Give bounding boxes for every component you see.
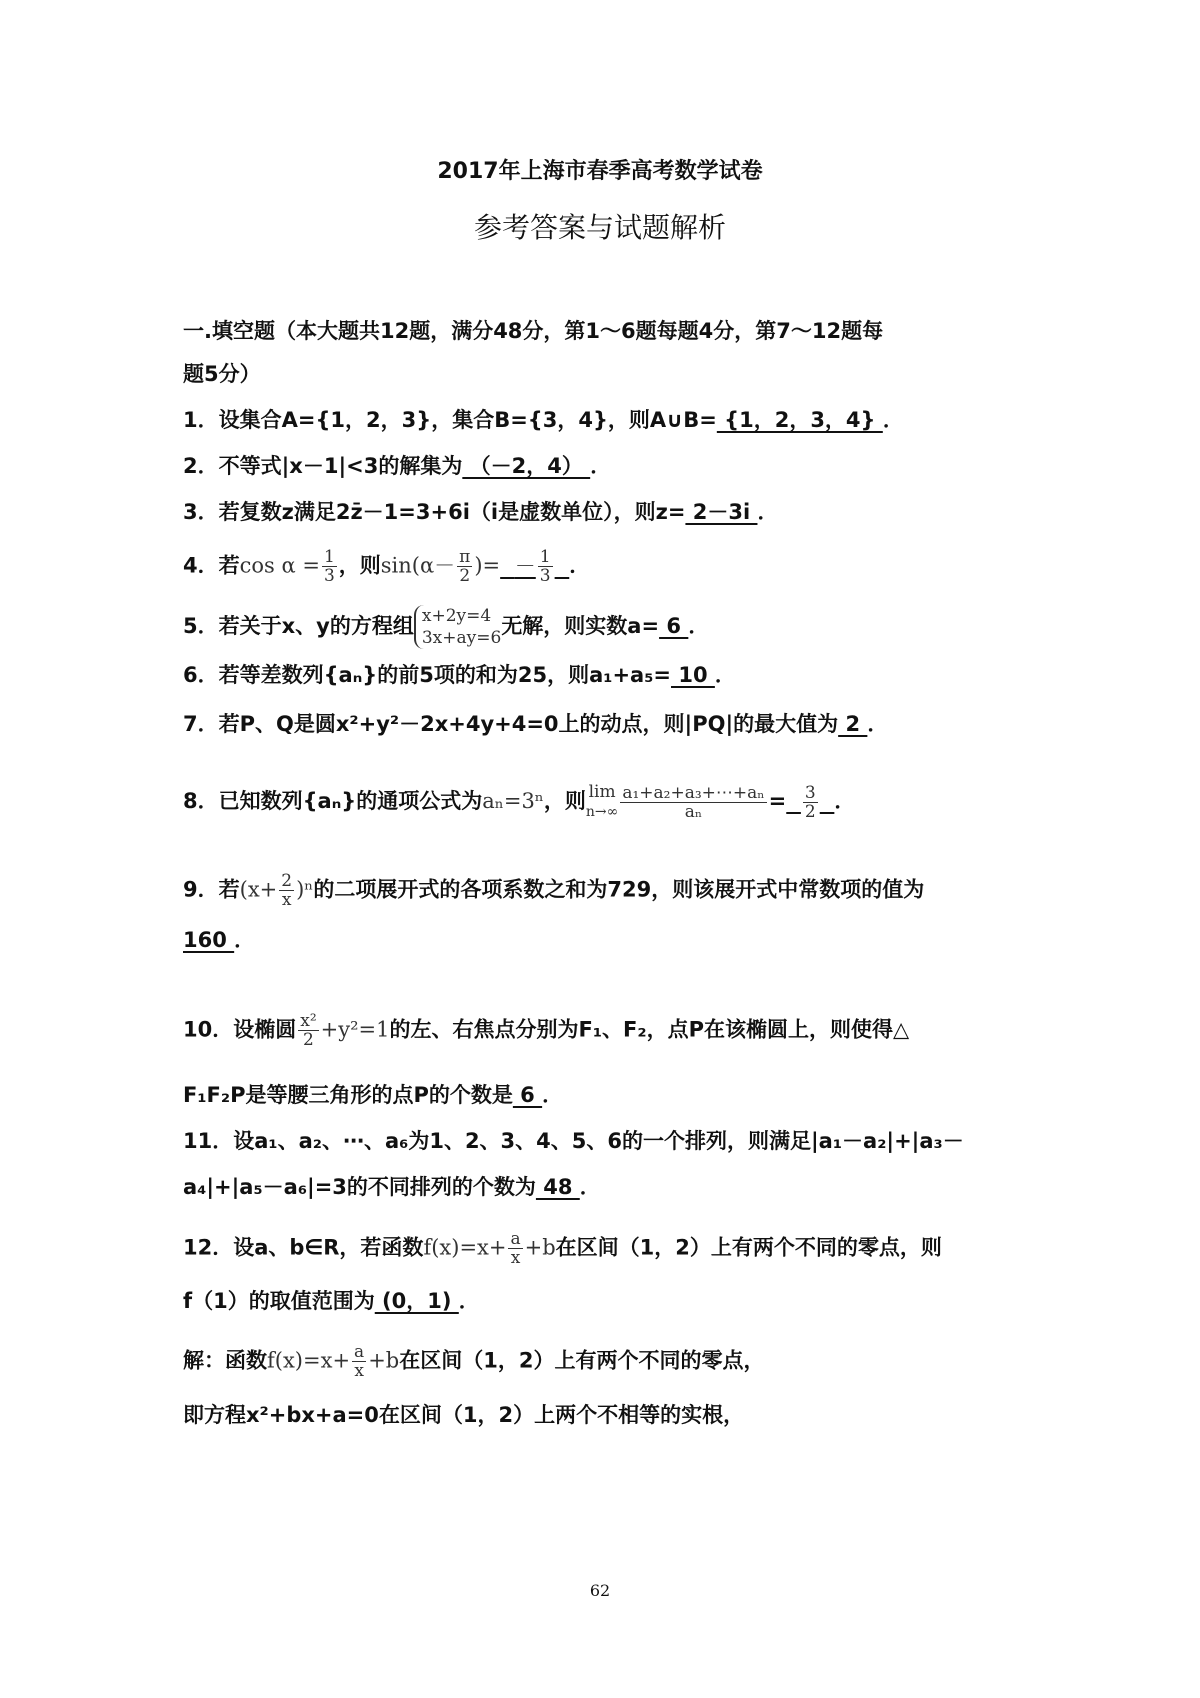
question-text: 3．若复数z满足2z̄－1=3+6i（i是虚数单位），则z= [183,500,686,524]
question-text: 2．不等式|x－1|<3的解集为 [183,454,463,478]
fraction [279,872,294,909]
expression: (x+ [239,877,278,902]
question-text: 1．设集合A={1，2，3}，集合B={3，4}，则A∪B= [183,408,717,432]
equation-1: x+2y=4 [421,606,492,626]
answer-blank: 160 [183,928,235,952]
denominator: 2 [804,801,816,822]
answer-blank: 2－3i [685,500,758,524]
question-end: ． [234,928,256,952]
answer-blank: （－2，4） [462,454,591,478]
cos-expression: cos α = [239,553,320,578]
question-end: ． [458,1289,480,1313]
function: f(x)=x+ [267,1348,351,1373]
question-text: 5．若关于x、y的方程组 [183,614,414,638]
fraction [298,1012,318,1049]
denominator: x [354,1361,364,1381]
question-text: 在区间（1，2）上有两个不同的零点，则 [555,1235,942,1260]
question-prefix: 10．设椭圆 [183,1017,297,1042]
denominator: 2 [459,566,471,586]
question-text: a₄|+|a₅－a₆|=3的不同排列的个数为 [183,1175,536,1199]
function: f(x)=x+ [423,1235,507,1260]
denominator: aₙ [684,801,703,822]
question-2 [183,451,1043,481]
formula: aₙ=3ⁿ [482,789,544,813]
fraction [457,548,472,585]
numerator: 1 [323,547,335,567]
fraction [508,1230,522,1267]
answer-blank: {1，2，3，4} [716,408,883,432]
function-end: +b [524,1235,556,1260]
solution-line2: 即方程x²+bx+a=0在区间（1，2）上两个不相等的实根， [183,1403,745,1427]
question-text: 7．若P、Q是圆x²+y²－2x+4y+4=0上的动点，则|PQ|的最大值为 [183,712,839,736]
fraction [352,1343,366,1380]
denominator: 2 [303,1030,314,1050]
question-11-line2 [183,1172,1043,1202]
question-end: ． [688,614,710,638]
limit-fraction [620,784,766,821]
equals-sign: = [768,789,787,813]
section-heading-line1: 一.填空题（本大题共12题，满分48分，第1～6题每题4分，第7～12题每 [183,319,884,343]
numerator: a [510,1229,521,1249]
question-end: ． [590,454,612,478]
section-heading-line2: 题5分） [183,362,261,386]
question-10-line2 [183,1080,1043,1110]
question-8 [183,782,1043,822]
question-4 [183,548,1043,585]
question-prefix: 4．若 [183,553,240,578]
question-text: 6．若等差数列{aₙ}的前5项的和为25，则a₁+a₅= [183,663,672,687]
numerator: 1 [539,547,551,567]
limit [586,782,618,822]
question-end: ． [714,663,736,687]
sin-expression: sin(α－ [380,553,456,578]
question-mid: ，则 [543,789,586,813]
numerator: x² [300,1011,317,1031]
question-9-line2 [183,925,1043,955]
question-prefix: 9．若 [183,877,240,902]
numerator: a [354,1342,365,1362]
question-1 [183,405,1043,435]
answer-blank: 10 [671,663,715,687]
solution-line1 [183,1343,1043,1380]
answer-blank: 6 [659,614,689,638]
answer-fraction [538,548,553,585]
question-end: ． [569,553,591,578]
answer-fraction [803,784,818,821]
denominator: x [281,890,292,910]
question-end: ． [579,1175,601,1199]
answer-blank: (0，1) [374,1289,459,1313]
denominator: x [510,1248,521,1268]
answer-blank [500,547,569,586]
question-text: 的左、右焦点分别为F₁、F₂，点P在该椭圆上，则使得△ [389,1017,910,1042]
question-text: f（1）的取值范围为 [183,1289,375,1313]
question-9 [183,872,1043,909]
question-7 [183,709,1043,739]
question-6 [183,660,1043,690]
denominator: 3 [323,566,335,586]
answer-blank [786,782,834,822]
function-end: +b [368,1348,400,1373]
question-10 [183,1012,1043,1049]
expression: +y²=1 [320,1017,390,1042]
question-end: ． [542,1083,564,1107]
numerator: 3 [804,782,816,803]
question-11: 11．设a₁、a₂、⋯、a₆为1、2、3、4、5、6的一个排列，则满足|a₁－a₂|+|a₃－ [183,1129,964,1153]
question-text: 8．已知数列{aₙ}的通项公式为 [183,789,483,813]
numerator: a₁+a₂+a₃+⋯+aₙ [622,782,765,803]
equation-2: 3x+ay=6 [421,628,502,648]
numerator: 2 [281,871,293,891]
solution-text: 在区间（1，2）上有两个不同的零点， [399,1348,765,1373]
fraction [322,548,337,585]
question-end: ． [882,408,904,432]
answer-blank: 2 [838,712,868,736]
question-3 [183,497,1043,527]
limit-subscript: n→∞ [585,804,619,820]
document-subtitle: 参考答案与试题解析 [473,211,726,244]
question-12-line2 [183,1286,1043,1316]
question-text: F₁F₂P是等腰三角形的点P的个数是 [183,1083,513,1107]
equation-system [414,605,501,649]
question-12 [183,1230,1043,1267]
question-mid: 无解，则实数a= [501,614,660,638]
close-paren: )= [474,553,501,578]
solution-prefix: 解：函数 [183,1348,267,1373]
question-prefix: 12．设a、b∈R，若函数 [183,1235,424,1260]
limit-label: lim [588,782,616,802]
answer-blank: 6 [512,1083,543,1107]
numerator: π [459,547,471,567]
question-end: ． [834,789,856,813]
denominator: 3 [539,566,551,586]
question-end: ． [867,712,889,736]
question-end: ． [757,500,779,524]
question-mid: ，则 [338,553,381,578]
expression-end: )ⁿ [296,877,314,902]
question-text: 的二项展开式的各项系数之和为729，则该展开式中常数项的值为 [313,877,925,902]
answer-sign: － [514,553,536,578]
page-number: 62 [589,1581,611,1600]
question-5 [183,605,1043,649]
answer-blank: 48 [535,1175,580,1199]
document-title: 2017年上海市春季高考数学试卷 [437,159,763,184]
